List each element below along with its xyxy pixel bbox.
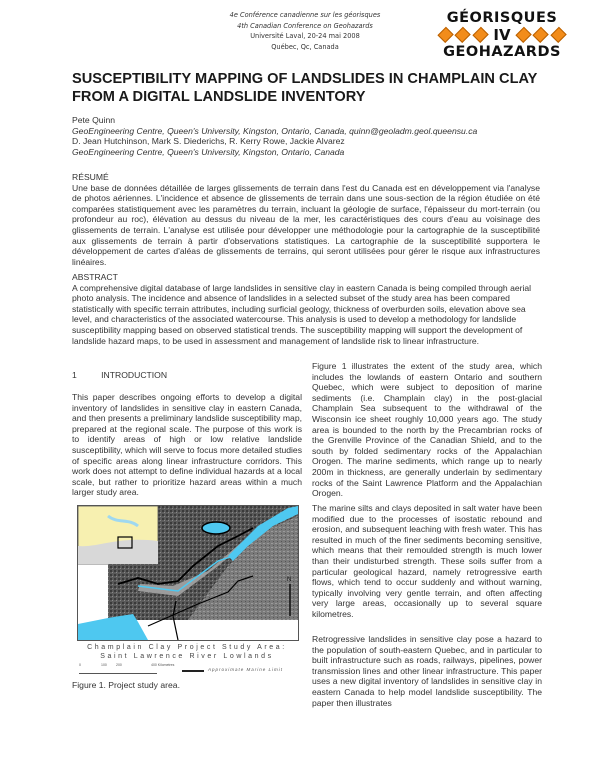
intro-paragraph-2: Figure 1 illustrates the extent of the study area, which includes the lowlands of eastern Ontario and southern Quebec, which were subject to deposition of marine sediments (i.e. Champlain clay) in the post-glacial Champlain Sea subsequent to the withdrawal of the Wisconsin ice sheet roughly 10,000 years ago. The study area is bounded to the north by the Precambrian rocks of the Grenville Province of the Canadian Shield, and to the south by folded sedimentary rocks of the Appalachian Orogen. The marine sediments, which range up to nearly 200m in thickness, are generally underlain by sedimentary rocks of the Saint Lawrence Platform and the Appalachian Orogen. (312, 361, 542, 499)
logo-roman-numeral: IV (493, 26, 511, 44)
conference-line-fr: 4e Conférence canadienne sur les géorisques (229, 11, 381, 19)
scale-label: 100 (101, 663, 107, 667)
conference-venue: Université Laval, 20-24 mai 2008 (250, 32, 360, 41)
conference-location: Québec, Qc, Canada (271, 42, 339, 51)
title-line-1: SUSCEPTIBILITY MAPPING OF LANDSLIDES IN CHAMPLAIN CLAY (72, 71, 538, 87)
logo-top-text: GÉORISQUES (446, 10, 558, 26)
map-title-line-2: Saint Lawrence River Lowlands (100, 653, 274, 660)
diamond-icon (550, 27, 567, 44)
conference-header (215, 10, 395, 52)
scale-label: 0 (79, 663, 81, 667)
map-scale-legend (79, 663, 299, 677)
abstract-heading: ABSTRACT (72, 272, 118, 282)
resume-text: Une base de données détaillée de larges glissements de terrain dans l'est du Canada est en développement via l'analyse de photos aériennes. L'incidence et absence de glissements de terrain dans une sous-section de la région étudiée on été comparées statistiquement avec les paramètres du terrain, incluant la géologie de surface, l'épaisseur du mort-terrain (ou profondeur au roc), élévation au dessus du niveau de la mer, les caractéristiques des cours d'eau au voisinage des glissements de terrain. L'analyse est utilisée pour développer une méthodologie pour la cartographie de la susceptibilité aux glissements de terrain à partir d'observations statistiques. La cartographie de la susceptibilité supportera le développement de cartes d'aléas de glissements de terrains, qui seront utilisées pour gérer le risque aux infrastructures linéaires. (72, 182, 540, 267)
intro-paragraph-4: Retrogressive landslides in sensitive clay pose a hazard to the population of south-eastern Quebec, and in particular to built infrastructure such as roads, railways, pipelines, power transmission lines and other linear infrastructure. This paper uses a new digital inventory of landslides in sensitive clay in eastern Canada to help model landslide susceptibility. The paper then illustrates (312, 634, 542, 708)
intro-paragraph-3: The marine silts and clays deposited in salt water have been modified due to the processes of isostatic rebound and erosion, and subsequent leaching with fresh water. This has resulted in much of the finer sediments becoming sensitive, which means that their remoulded strength is much lower than their undisturbed strength. These soils suffer from a particular geological hazard, namely retrogressive earth flows, which tend to occur suddenly and without warning, typically involving very gentle terrain, and often affecting very large areas, occasionally up to several square kilometres. (312, 503, 542, 619)
legend-label: Approximate Marine Limit (208, 667, 284, 672)
introduction-heading (72, 370, 302, 381)
diamond-icon (472, 27, 489, 44)
diamond-icon (533, 27, 550, 44)
logo-bottom-text: GEOHAZARDS (443, 44, 561, 60)
resume-heading: RÉSUMÉ (72, 172, 109, 182)
diamond-icon (437, 27, 454, 44)
author-block (72, 115, 552, 157)
scale-bar (79, 673, 157, 674)
geohazards-logo (438, 10, 566, 60)
resume-section (72, 172, 540, 267)
author-affiliation: GeoEngineering Centre, Queen's University, Kingston, Ontario, Canada, quinn@geoladm.geol.queensu.ca (72, 125, 478, 136)
section-title: INTRODUCTION (101, 370, 168, 380)
section-number: 1 (72, 370, 77, 380)
abstract-section (72, 272, 546, 346)
marine-limit-legend-swatch (182, 670, 204, 672)
map-title-line-1: Champlain Clay Project Study Area: (87, 644, 287, 651)
title-line-2: FROM A DIGITAL LANDSLIDE INVENTORY (72, 89, 366, 105)
study-area-map (77, 505, 299, 641)
map-graphic (78, 506, 298, 640)
logo-diamond-row (438, 26, 566, 44)
scale-label: 400 Kilometres (151, 663, 175, 667)
author-names: Pete Quinn (72, 115, 115, 125)
figure-caption: Figure 1. Project study area. (72, 680, 180, 690)
diamond-icon (455, 27, 472, 44)
author-names: D. Jean Hutchinson, Mark S. Diederichs, R. Kerry Rowe, Jackie Alvarez (72, 136, 345, 147)
map-title (77, 643, 297, 661)
scale-label: 200 (116, 663, 122, 667)
intro-paragraph-1: This paper describes ongoing efforts to develop a digital inventory of landslides in sensitive clay in eastern Canada, and then presents a preliminary landslide susceptibility map, prepared at the regional scale. The purpose of this work is to identify areas of high or low relative landslide susceptibility, which will serve to focus more detailed studies of specific areas along linear infrastructure corridors. This work does not attempt to define individual hazards at a local scale, but rather to prioritize hazard areas within a much larger study area. (72, 392, 302, 498)
north-arrow-icon: N (287, 577, 292, 583)
paper-title (72, 70, 552, 106)
abstract-text: A comprehensive digital database of large landslides in sensitive clay in eastern Canada is being compiled through aerial photo analysis. The incidence and absence of landslides in a selected subset of the study area has been compared statistically with specific terrain attributes, including surficial geology, thickness of overburden soils, elevation above sea level, and characteristics of the associated watercourse. This analysis is used to develop a methodology for landslide susceptibility mapping based on observed statistical trends. The susceptibility mapping will support the development of landslide hazard maps, to be used in assessment and management of landslide risk to linear infrastructure. (72, 282, 532, 346)
author-affiliation: GeoEngineering Centre, Queen's University, Kingston, Ontario, Canada (72, 146, 345, 157)
conference-line-en: 4th Canadian Conference on Geohazards (237, 21, 373, 30)
diamond-icon (515, 27, 532, 44)
